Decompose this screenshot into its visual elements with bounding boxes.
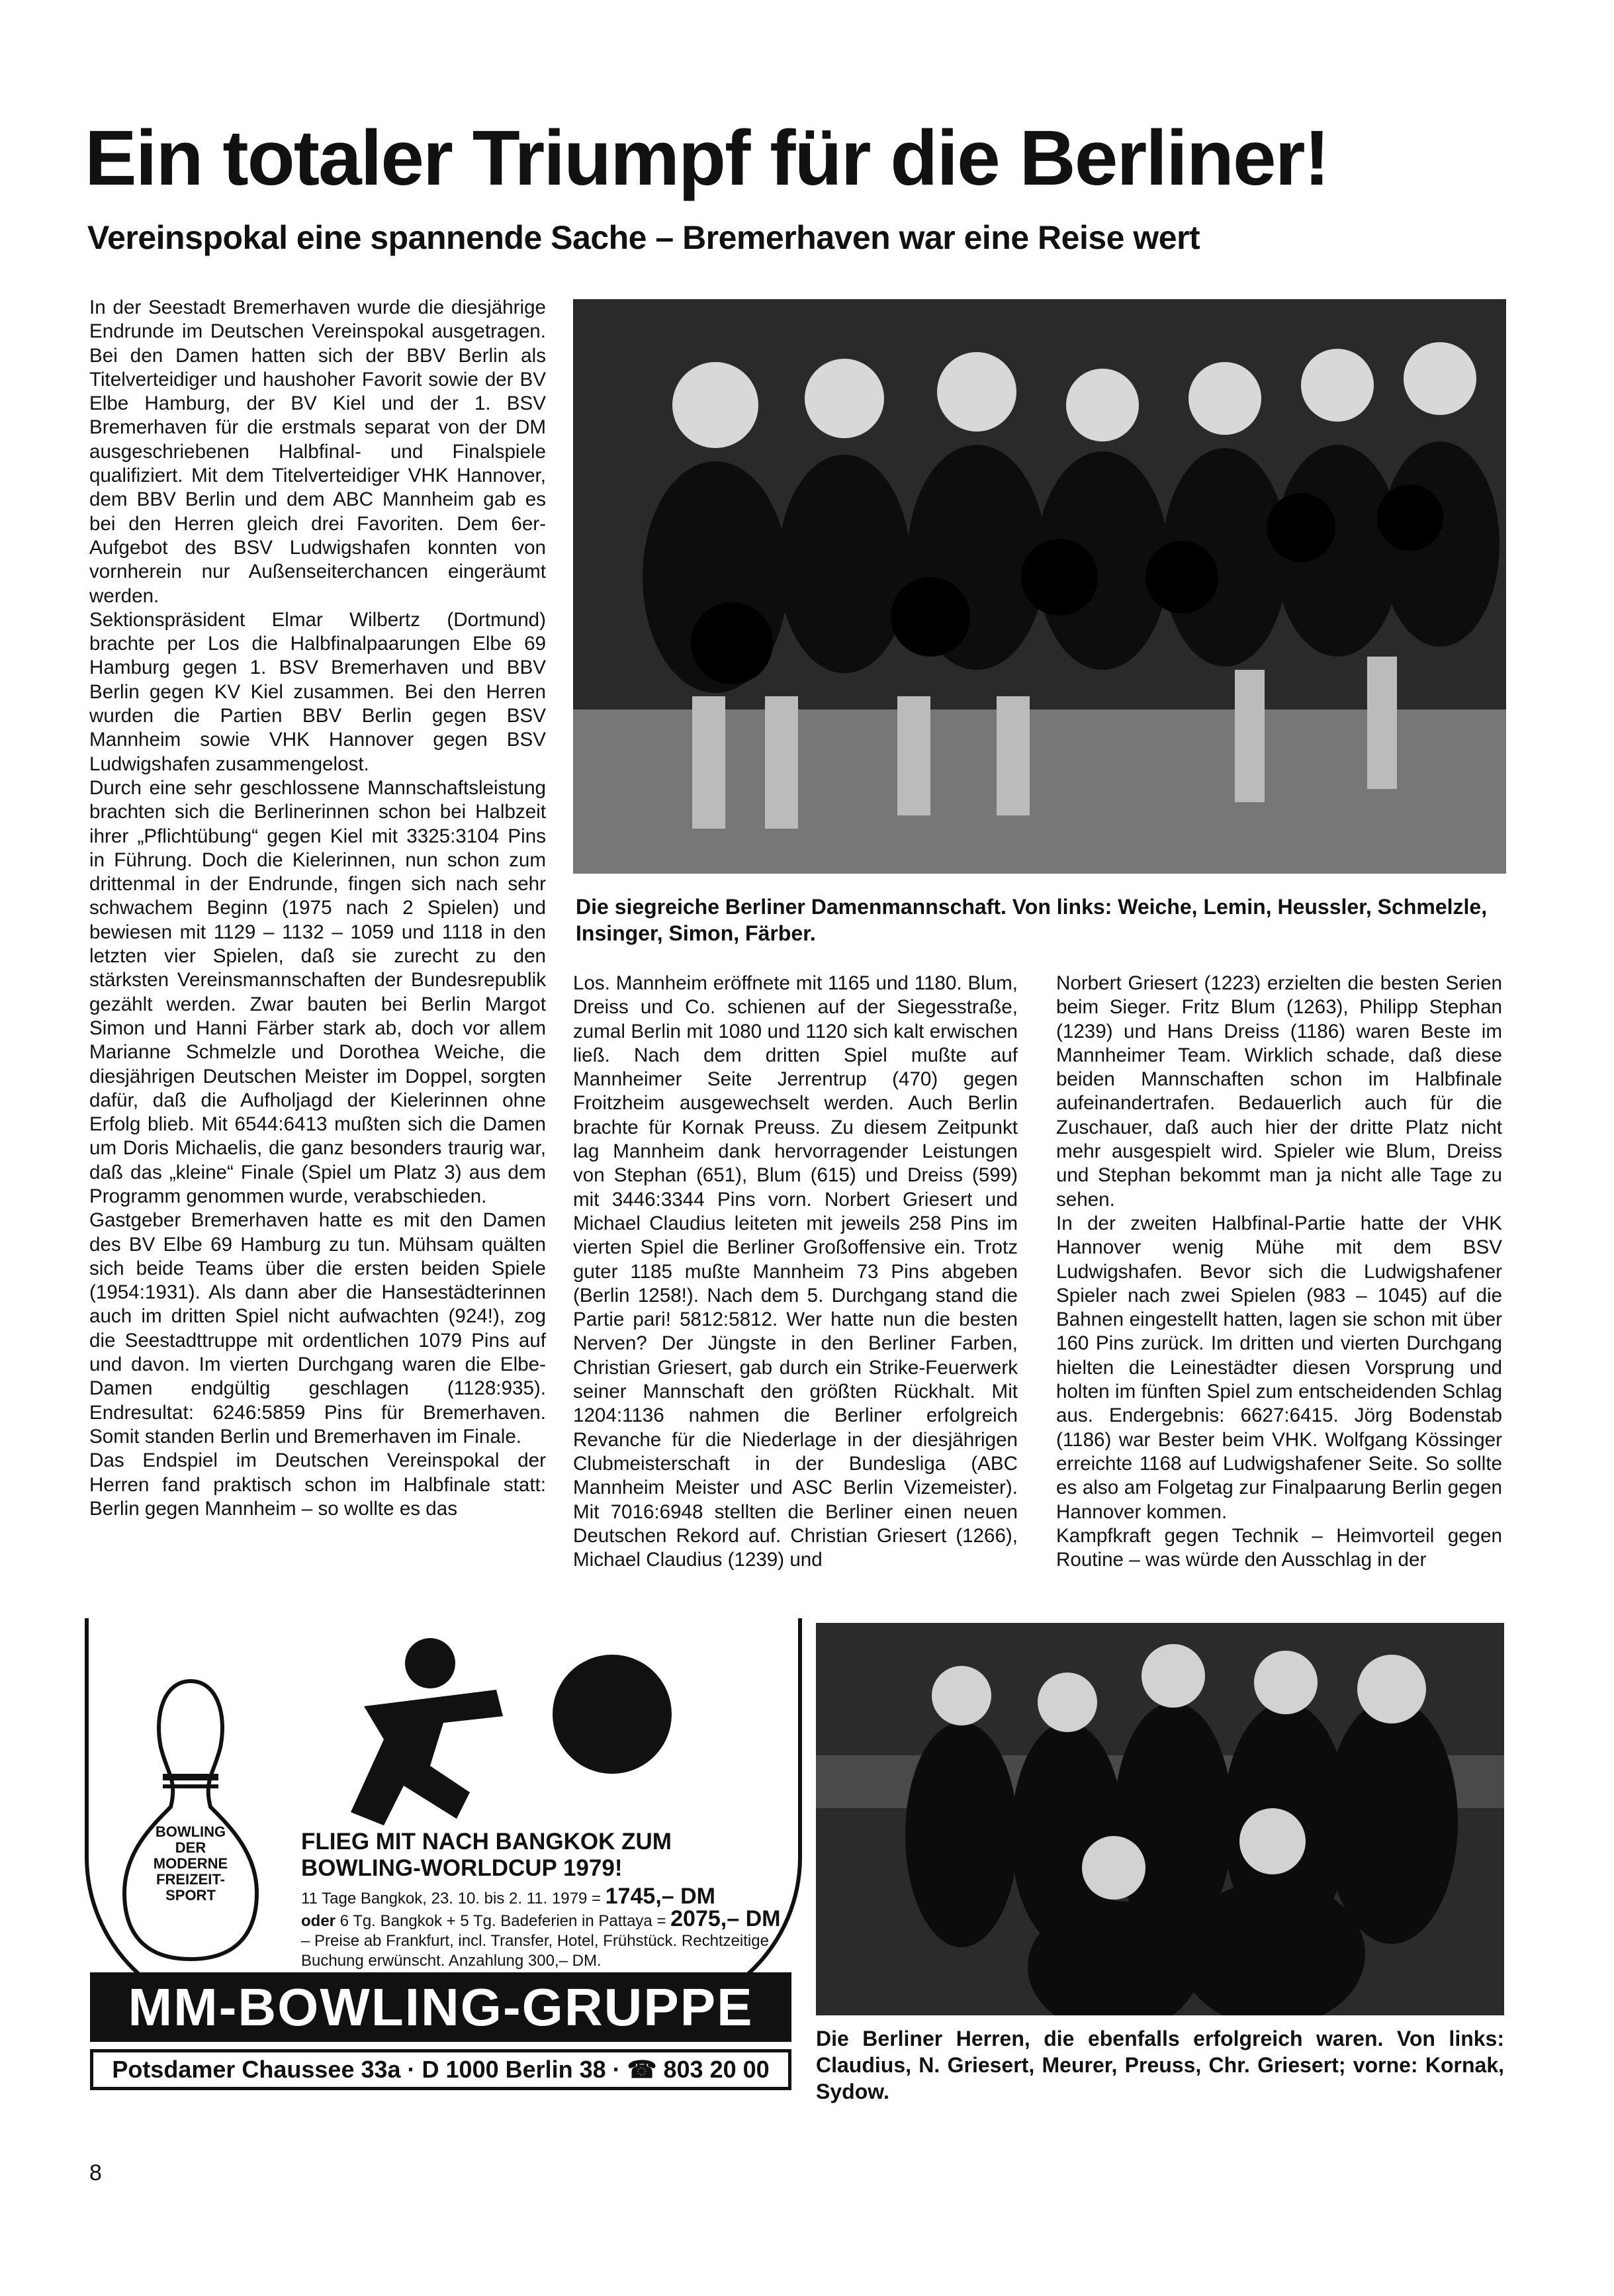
paragraph: In der zweiten Halbfinal-Partie hatte der VHK Hannover wenig Mühe mit dem BSV Ludwigshafen. Bevor sich die Ludwigshafener Spieler nach zwei Spielen (983 – 1045) auf die Bahnen eingestellt hatten, lagen sie schon mit über 160 Pins zurück. Im dritten und vierten Durchgang hielten die Leinestädter diesen Vorsprung und holten im fünften Spiel zum entscheidenden Schlag aus. Endergebnis: 6627:6415. Jörg Bodenstab (1186) war Bester beim VHK. Wolfgang Kössinger erreichte 1168 auf Ludwigshafener Seite. So sollte es also am Folgetag zur Finalpaarung Berlin gegen Hannover kommen. xyxy=(1056,1212,1502,1523)
paragraph: Das Endspiel im Deutschen Vereinspokal der Herren fand praktisch schon im Halbfinale statt: Berlin gegen Mannheim – so wollte es das xyxy=(89,1449,546,1520)
ad-brand: MM-BOWLING-GRUPPE xyxy=(90,1972,791,2042)
offer-1: 11 Tage Bangkok, 23. 10. bis 2. 11. 1979 = xyxy=(301,1890,602,1907)
ad-address: Potsdamer Chaussee 33a · D 1000 Berlin 38 · ☎ 803 20 00 xyxy=(90,2049,791,2090)
bowling-pin-icon xyxy=(85,1675,296,1969)
pin-text-line: SPORT xyxy=(165,1887,216,1904)
paragraph: Kampfkraft gegen Technik – Heimvorteil gegen Routine – was würde den Ausschlag in der xyxy=(1056,1524,1502,1571)
ad-headline-line2: BOWLING-WORLDCUP 1979! xyxy=(301,1855,623,1881)
paragraph: Norbert Griesert (1223) erzielten die besten Serien beim Sieger. Fritz Blum (1263), Philipp Stephan (1239) und Hans Dreiss (1186) waren Beste im Mannheimer Team. Wirklich schade, daß diese beiden Mannschaften schon im Halbfinale aufeinandertrafen. Bedauerlich auch für die Zuschauer, daß auch hier der dritte Platz nicht mehr ausgespielt wird. Spieler wie Blum, Dreiss und Stephan bekommt man ja nicht alle Tage zu sehen. xyxy=(1056,972,1502,1211)
headline: Ein totaler Triumpf für die Berliner! xyxy=(85,115,1329,202)
article-column-1 xyxy=(89,296,546,1521)
price-2: 2075,– DM xyxy=(670,1906,781,1931)
men-photo-caption: Die Berliner Herren, die ebenfalls erfolgreich waren. Von links: Claudius, N. Griesert, Meurer, Preuss, Chr. Griesert; vorne: Kornak, Sydow. xyxy=(816,2027,1504,2103)
offer-2-prefix: oder xyxy=(301,1912,336,1930)
offer-details: – Preise ab Frankfurt, incl. Transfer, Hotel, Frühstück. Rechtzeitige Buchung erwünscht. Anzahlung 300,– DM. xyxy=(301,1932,769,1970)
ad-headline-line1: FLIEG MIT NACH BANGKOK ZUM xyxy=(301,1829,672,1855)
ad-headline xyxy=(301,1829,778,1882)
pin-text-line: BOWLING xyxy=(155,1823,226,1840)
paragraph: Sektionspräsident Elmar Wilbertz (Dortmund) brachte per Los die Halbfinalpaarungen Elbe 69 Hamburg gegen 1. BSV Bremerhaven und BBV Berlin gegen KV Kiel zusammen. Bei den Herren wurden die Partien BBV Berlin gegen BSV Mannheim sowie VHK Hannover gegen BSV Ludwigshafen zusammengelost. xyxy=(89,608,546,775)
pin-text-line: MODERNE xyxy=(153,1855,228,1872)
paragraph: Gastgeber Bremerhaven hatte es mit den Damen des BV Elbe 69 Hamburg zu tun. Mühsam quälten sich beide Teams über die ersten beiden Spiele (1954:1931). Als dann aber die Hansestädterinnen auch im dritten Spiel nicht aufwachten (924!), zog die Seestadttruppe mit ordentlichen 1079 Pins auf und davon. Im vierten Durchgang waren die Elbe-Damen endgültig geschlagen (1128:935). Endresultat: 6246:5859 Pins für Bremerhaven. Somit standen Berlin und Bremerhaven im Finale. xyxy=(89,1209,546,1447)
men-team-photo xyxy=(816,1623,1504,2015)
paragraph: Los. Mannheim eröffnete mit 1165 und 1180. Blum, Dreiss und Co. schienen auf der Siegesstraße, zumal Berlin mit 1080 und 1120 sich kalt erwischen ließ. Nach dem dritten Spiel mußte auf Mannheimer Seite Jerrentrup (470) gegen Froitzheim ausgewechselt werden. Auch Berlin brachte für Kornak Preuss. Zu diesem Zeitpunkt lag Mannheim dank hervorragender Leistungen von Stephan (651), Blum (615) und Dreiss (599) mit 3446:3344 Pins vorn. Norbert Griesert und Michael Claudius leiteten mit jeweils 258 Pins im vierten Spiel die Berliner Großoffensive ein. Trotz guter 1185 mußte Mannheim 73 Pins abgeben (Berlin 1258!). Nach dem 5. Durchgang stand die Partie pari! 5812:5812. Wer hatte nun die besten Nerven? Der Jüngste in den Berliner Farben, Christian Griesert, gab durch ein Strike-Feuerwerk seiner Mannschaft den größten Rückhalt. Mit 1204:1136 nahmen die Berliner erfolgreich Revanche für die Niederlage in der diesjährigen Clubmeisterschaft in der Bundesliga (ABC Mannheim Meister und ASC Berlin Vizemeister). Mit 7016:6948 stellten die Berliner einen neuen Deutschen Rekord auf. Christian Griesert (1266), Michael Claudius (1239) und xyxy=(573,972,1018,1571)
bowler-figure-icon xyxy=(337,1633,510,1835)
ad-pin-text xyxy=(138,1824,244,1904)
women-team-photo xyxy=(573,299,1506,874)
article-column-2 xyxy=(573,972,1018,1572)
paragraph: In der Seestadt Bremerhaven wurde die diesjährige Endrunde im Deutschen Vereinspokal ausgetragen. Bei den Damen hatten sich der BBV Berlin als Titelverteidiger und haushoher Favorit sowie der BV Elbe Hamburg, der BV Kiel und der 1. BSV Bremerhaven für die erstmals separat von der DM ausgeschriebenen Halbfinal- und Finalspiele qualifiziert. Mit dem Titelverteidiger VHK Hannover, dem BBV Berlin und dem ABC Mannheim gab es bei den Herren gleich drei Favoriten. Dem 6er-Aufgebot des BSV Ludwigshafen konnten von vornherein nur Außenseiterchancen eingeräumt werden. xyxy=(89,297,546,607)
page-number: 8 xyxy=(89,2160,102,2185)
ad-body xyxy=(301,1886,787,1971)
pin-text-line: DER xyxy=(175,1839,206,1856)
paragraph: Durch eine sehr geschlossene Mannschaftsleistung brachten sich die Berlinerinnen schon bei Halbzeit ihrer „Pflichtübung“ gegen Kiel mit 3325:3104 Pins in Führung. Doch die Kielerinnen, nun schon zum drittenmal in der Endrunde, fingen sich nach sehr schwachem Beginn (1975 nach 2 Spielen) und bewiesen mit 1129 – 1132 – 1059 und 1118 in den letzten vier Spielen, daß sie zurecht zu den stärksten Vereinsmannschaften der Bundesrepublik gezählt werden. Zwar bauten bei Berlin Margot Simon und Hanni Färber stark ab, doch vor allem Marianne Schmelzle und Dorothea Weiche, die diesjährigen Deutschen Meister im Doppel, sorgten dafür, daß die Aufholjagd der Kielerinnen ohne Erfolg blieb. Mit 6544:6413 mußten sich die Damen um Doris Michaelis, die ganz besonders traurig war, daß das „kleine“ Finale (Spiel um Platz 3) aus dem Programm genommen wurde, verabschieden. xyxy=(89,776,546,1207)
bowling-ball-icon xyxy=(549,1651,675,1780)
subheadline: Vereinspokal eine spannende Sache – Bremerhaven war eine Reise wert xyxy=(87,219,1200,256)
price-1: 1745,– DM xyxy=(605,1884,716,1909)
women-photo-caption: Die siegreiche Berliner Damenmannschaft. Von links: Weiche, Lemin, Heussler, Schmelzle, Insinger, Simon, Färber. xyxy=(576,895,1488,945)
offer-2: 6 Tg. Bangkok + 5 Tg. Badeferien in Pattaya = xyxy=(339,1912,666,1930)
pin-text-line: FREIZEIT- xyxy=(156,1871,225,1888)
article-column-3 xyxy=(1056,972,1502,1572)
